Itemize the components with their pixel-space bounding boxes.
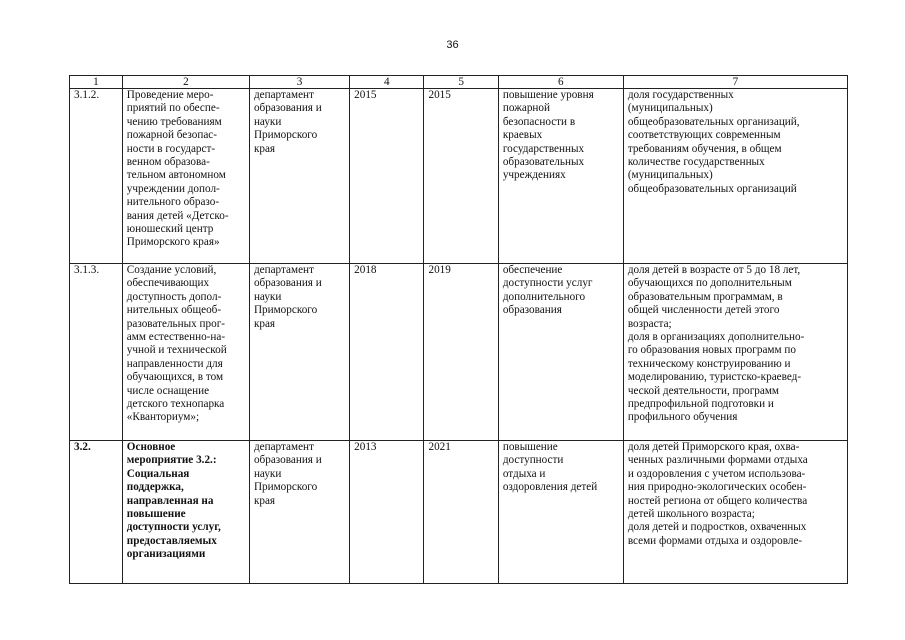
expected-result-cell: повышение доступности отдыха и оздоровления детей xyxy=(498,441,623,584)
column-header-4: 4 xyxy=(350,76,424,89)
expected-result-cell: повышение уровня пожарной безопасности в краевых государственных образовательных учреждениях xyxy=(498,89,623,264)
table-row xyxy=(70,89,848,264)
activities-table xyxy=(69,75,848,584)
indicator-cell: доля государственных (муниципальных) общеобразовательных организаций, соответствующих современным требованиям обучения, в общем количестве государственных (муниципальных) общеобразовательных организаций xyxy=(623,89,847,264)
activity-name-cell: Проведение меро- приятий по обеспе- чению требованиям пожарной безопас- ности в государст- венном образова- тельном автономном учреждении допол- нительного образо- вания детей «Детско- юношеский центр Приморского края» xyxy=(122,89,249,264)
executor-cell: департамент образования и науки Приморского края xyxy=(249,89,349,264)
row-number-cell: 3.2. xyxy=(70,441,123,584)
row-number-cell: 3.1.2. xyxy=(70,89,123,264)
expected-result-cell: обеспечение доступности услуг дополнительного образования xyxy=(498,264,623,441)
end-year-cell: 2019 xyxy=(424,264,498,441)
executor-cell: департамент образования и науки Приморского края xyxy=(249,264,349,441)
page-number: 36 xyxy=(446,39,459,51)
column-header-3: 3 xyxy=(249,76,349,89)
start-year-cell: 2018 xyxy=(350,264,424,441)
table-row xyxy=(70,441,848,584)
indicator-cell: доля детей в возрасте от 5 до 18 лет, обучающихся по дополнительным образовательным программам, в общей численности детей этого возраста; доля в организациях дополнительно- го образования новых программ по техническому конструированию и моделированию, туристско-краевед- ческой деятельности, программ предпрофильной подготовки и профильного обучения xyxy=(623,264,847,441)
start-year-cell: 2013 xyxy=(350,441,424,584)
column-header-6: 6 xyxy=(498,76,623,89)
column-header-5: 5 xyxy=(424,76,498,89)
end-year-cell: 2015 xyxy=(424,89,498,264)
start-year-cell: 2015 xyxy=(350,89,424,264)
row-number-cell: 3.1.3. xyxy=(70,264,123,441)
table-row xyxy=(70,264,848,441)
column-header-2: 2 xyxy=(122,76,249,89)
end-year-cell: 2021 xyxy=(424,441,498,584)
column-header-7: 7 xyxy=(623,76,847,89)
executor-cell: департамент образования и науки Приморского края xyxy=(249,441,349,584)
column-header-1: 1 xyxy=(70,76,123,89)
indicator-cell: доля детей Приморского края, охва- ченных различными формами отдыха и оздоровления с учетом использова- ния природно-экологических особен- ностей региона от общего количества детей школьного возраста; доля детей и подростков, охваченных всеми формами отдыха и оздоровле- xyxy=(623,441,847,584)
activity-name-cell: Основное мероприятие 3.2.: Социальная поддержка, направленная на повышение доступности услуг, предоставляемых организациями xyxy=(122,441,249,584)
activity-name-cell: Создание условий, обеспечивающих доступность допол- нительных общеоб- разовательных прог- амм естественно-на- учной и технической направленности для обучающихся, в том числе оснащение детского технопарка «Кванториум»; xyxy=(122,264,249,441)
table-header-row xyxy=(70,76,848,89)
